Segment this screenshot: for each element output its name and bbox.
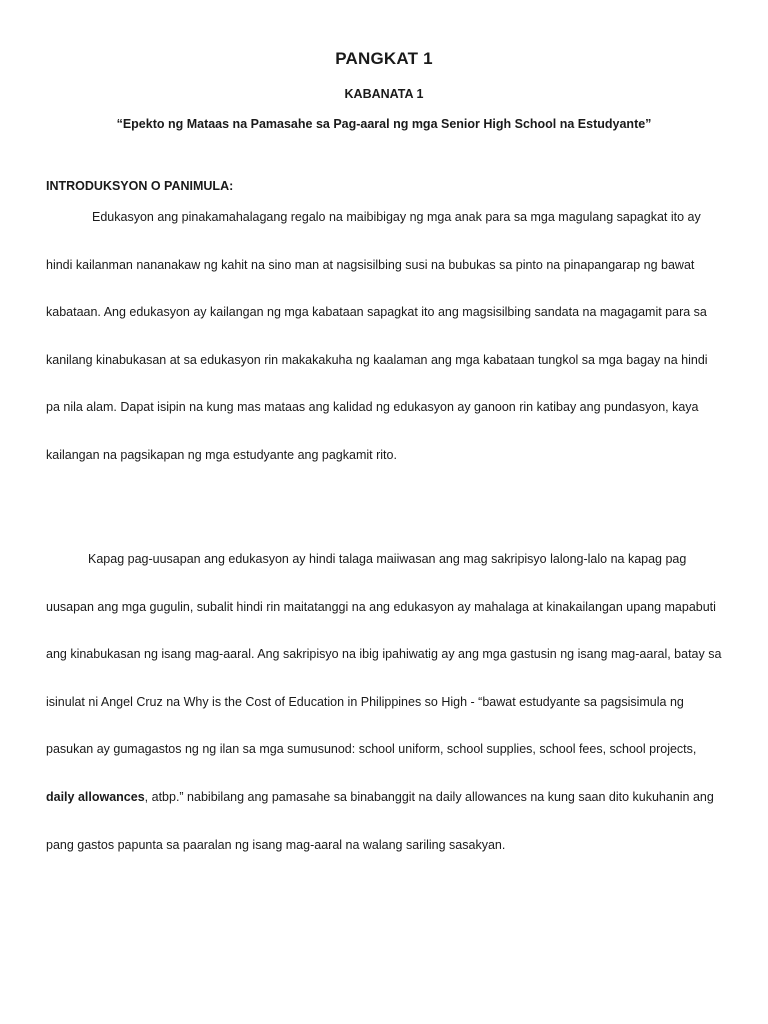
- research-title: “Epekto ng Mataas na Pamasahe sa Pag-aaral ng mga Senior High School na Estudyante”: [116, 117, 652, 131]
- paragraph-1: [46, 194, 722, 480]
- paragraph-1-text: Edukasyon ang pinakamahalagang regalo na maibibigay ng mga anak para sa mga magulang sapagkat ito ay hindi kailanman nananakaw ng kahit na sino man at nagsisilbing susi na bubukas sa pinto na pinapangarap ng bawat kabataan. Ang edukasyon ay kailangan ng mga kabataan sapagkat ito ang magsisilbing sandata na magagamit para sa kanilang kinabukasan at sa edukasyon rin makakakuha ng kaalaman ang mga kabataan tungkol sa mga bagay na hindi pa nila alam. Dapat isipin na kung mas mataas ang kalidad ng edukasyon ay ganoon rin katibay ang pundasyon, kaya kailangan na pagsikapan ng mga estudyante ang pagkamit rito.: [46, 210, 708, 462]
- document-title: PANGKAT 1: [335, 49, 433, 68]
- bold-phrase: daily allowances: [46, 789, 145, 804]
- paragraph-2-text-start: Kapag pag-uusapan ang edukasyon ay hindi talaga maiiwasan ang mag sakripisyo lalong-lalo na kapag pag uusapan ang mga gugulin, subalit hindi rin maitatanggi na ang edukasyon ay mahalaga at kinakailangan upang mapabuti ang kinabukasan ng isang mag-aaral. Ang sakripisyo na ibig ipahiwatig ay ang mga gastusin ng isang mag-aaral, batay sa isinulat ni Angel Cruz na Why is the Cost of Education in Philippines so High - “bawat estudyante sa pagsisimula ng pasukan ay gumagastos ng ng ilan sa mga sumusunod: school uniform, school supplies, school fees, school projects,: [46, 552, 722, 757]
- chapter-label: KABANATA 1: [344, 87, 424, 101]
- paragraph-2: [46, 536, 722, 869]
- paragraph-2-text-end: , atbp.” nabibilang ang pamasahe sa binabanggit na daily allowances na kung saan dito kukuhanin ang pang gastos papunta sa paaralan ng isang mag-aaral na walang sariling sasakyan.: [46, 789, 714, 852]
- section-heading: INTRODUKSYON O PANIMULA:: [46, 179, 234, 193]
